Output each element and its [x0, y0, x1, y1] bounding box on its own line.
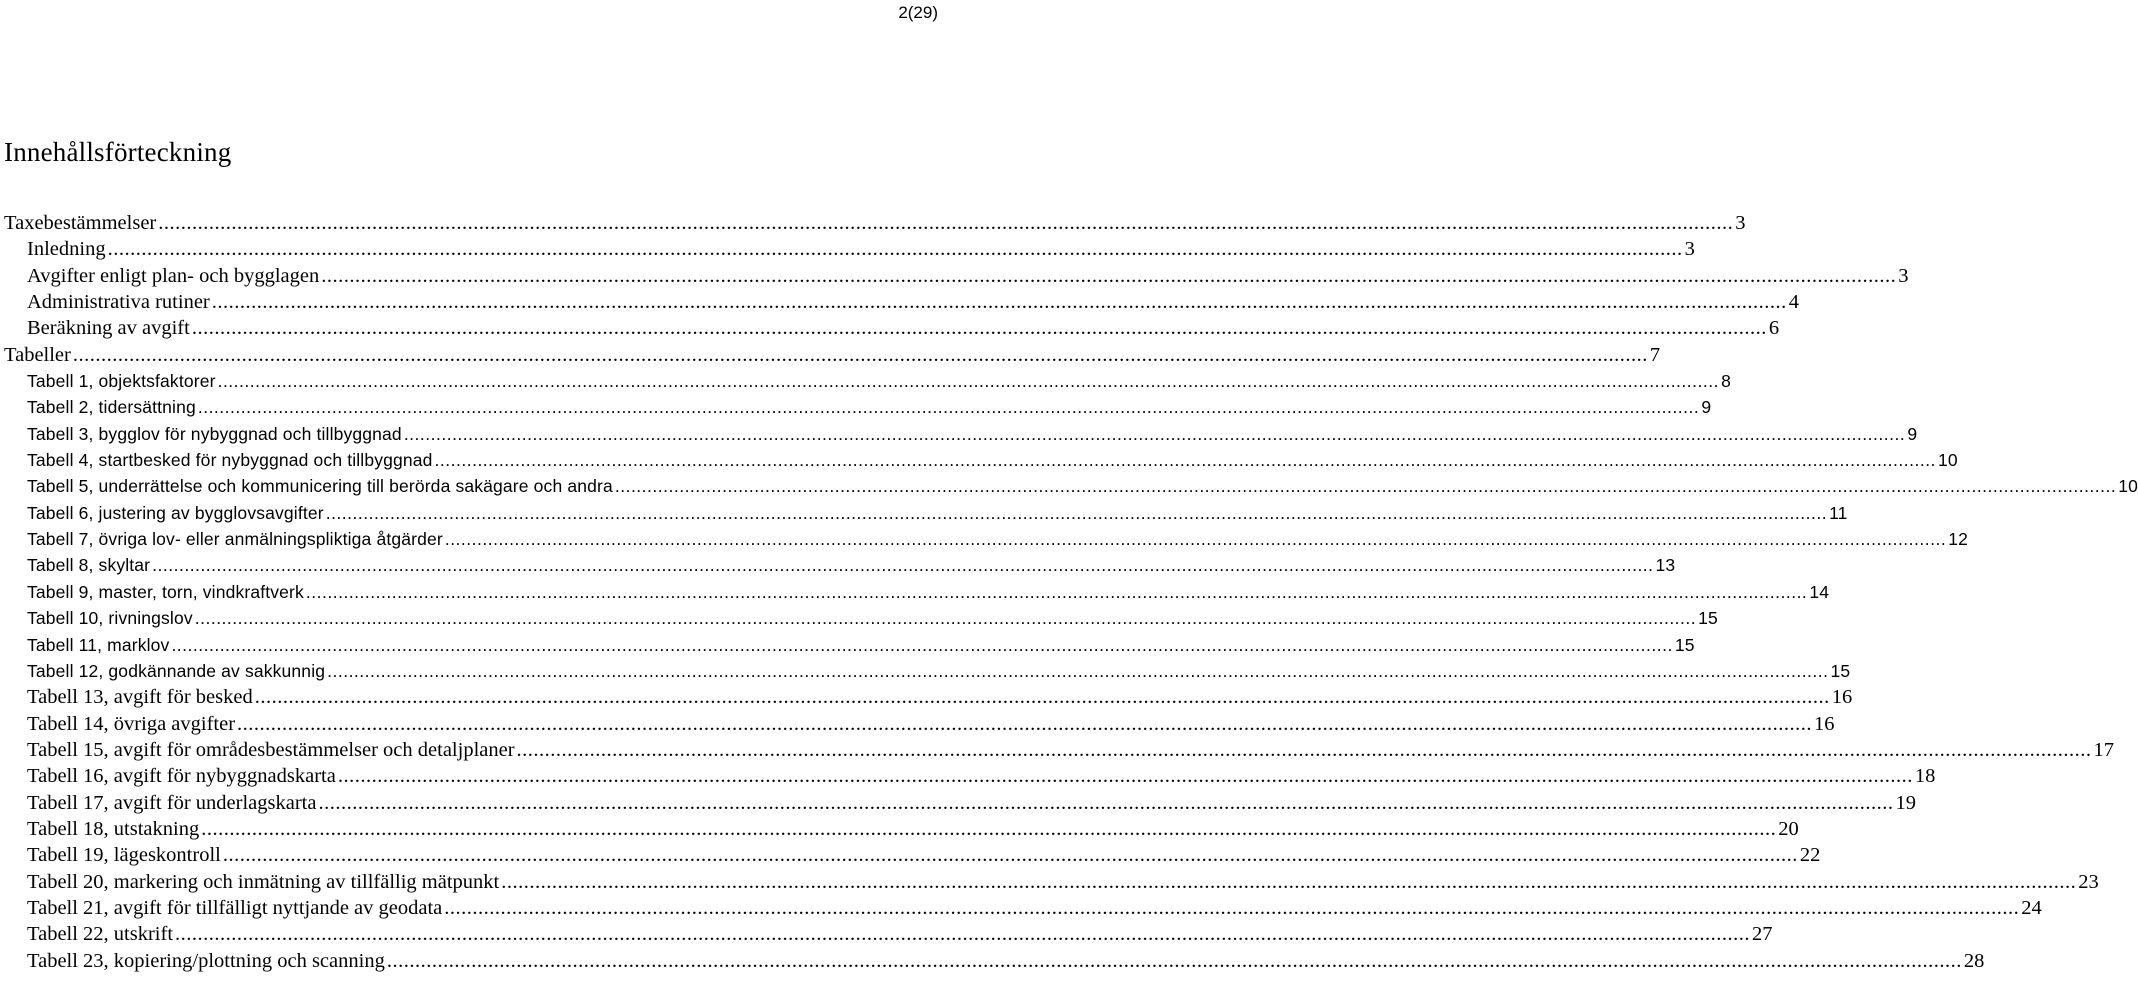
dot-leader — [198, 394, 1699, 420]
dot-leader — [212, 289, 1787, 315]
toc-entry-tabell-1[interactable] — [4, 368, 1731, 394]
toc-entry-tabell-21[interactable] — [4, 895, 2042, 921]
toc-entry-label: Tabell 20, markering och inmätning av tillfällig mätpunkt — [27, 870, 500, 893]
toc-entry-tabell-22[interactable] — [4, 921, 1773, 947]
toc-entry-avgifter-enligt-pbl[interactable] — [4, 263, 1909, 289]
toc-entry-page: 13 — [1655, 555, 1676, 576]
toc-entry-page: 28 — [1963, 949, 1985, 972]
dot-leader — [73, 342, 1648, 368]
toc-entry-label: Taxebestämmelser — [4, 212, 157, 234]
dot-leader — [192, 315, 1767, 341]
toc-entry-tabell-14[interactable] — [4, 711, 1835, 737]
toc-entry-label: Tabell 21, avgift för tillfälligt nyttjande av geodata — [27, 896, 443, 919]
toc-entry-tabell-13[interactable] — [4, 684, 1853, 710]
toc-entry-tabell-8[interactable] — [4, 552, 1676, 578]
dot-leader — [444, 895, 2019, 921]
toc-entry-label: Tabell 16, avgift för nybyggnadskarta — [27, 765, 336, 788]
toc-entry-tabell-16[interactable] — [4, 763, 1936, 789]
toc-entry-page: 3 — [1684, 238, 1695, 261]
toc-entry-administrativa-rutiner[interactable] — [4, 289, 1799, 315]
toc-entry-berakning-av-avgift[interactable] — [4, 315, 1780, 341]
dot-leader — [108, 236, 1683, 262]
toc-entry-tabell-7[interactable] — [4, 526, 1968, 552]
toc-entry-label: Tabell 8, skyltar — [27, 555, 151, 576]
toc-entry-label: Administrativa rutiner — [27, 291, 210, 314]
toc-entry-label: Tabell 19, lägeskontroll — [27, 844, 221, 867]
toc-entry-label: Inledning — [27, 238, 106, 261]
toc-entry-page: 10 — [1937, 450, 1958, 471]
dot-leader — [152, 552, 1653, 578]
toc-entry-taxebestammelser[interactable] — [4, 210, 1746, 236]
dot-leader — [404, 421, 1905, 447]
toc-entry-page: 3 — [1898, 264, 1909, 287]
dot-leader — [501, 869, 2076, 895]
toc-entry-page: 9 — [1907, 423, 1918, 444]
toc-entry-tabell-20[interactable] — [4, 869, 2099, 895]
dot-leader — [158, 210, 1733, 236]
dot-leader — [517, 737, 2092, 763]
toc-entry-label: Beräkning av avgift — [27, 317, 190, 340]
table-of-contents — [4, 210, 2138, 974]
toc-entry-label: Tabell 22, utskrift — [27, 923, 174, 946]
dot-leader — [326, 500, 1827, 526]
toc-entry-page: 27 — [1752, 923, 1773, 946]
toc-entry-label: Tabeller — [4, 343, 71, 366]
toc-entry-label: Tabell 6, justering av bygglovsavgifter — [27, 502, 324, 523]
toc-entry-label: Tabell 2, tidersättning — [27, 397, 196, 418]
toc-entry-tabell-19[interactable] — [4, 842, 1821, 868]
dot-leader — [321, 263, 1896, 289]
toc-entry-page: 7 — [1649, 343, 1661, 366]
toc-entry-label: Tabell 12, godkännande av sakkunnig — [27, 660, 326, 681]
toc-entry-page: 10 — [2118, 476, 2138, 497]
toc-entry-tabell-4[interactable] — [4, 447, 1958, 473]
dot-leader — [218, 368, 1719, 394]
toc-entry-page: 22 — [1799, 844, 1821, 867]
toc-entry-label: Tabell 18, utstakning — [27, 817, 200, 840]
toc-entry-page: 24 — [2021, 896, 2042, 919]
dot-leader — [327, 658, 1828, 684]
toc-entry-tabell-12[interactable] — [4, 658, 1851, 684]
toc-entry-page: 8 — [1721, 371, 1731, 392]
dot-leader — [223, 842, 1798, 868]
toc-entry-tabell-15[interactable] — [4, 737, 2115, 763]
toc-entry-label: Tabell 3, bygglov för nybyggnad och tillbyggnad — [27, 423, 402, 444]
toc-entry-tabell-11[interactable] — [4, 632, 1695, 658]
dot-leader — [615, 473, 2116, 499]
toc-entry-inledning[interactable] — [4, 236, 1695, 262]
toc-entry-tabell-2[interactable] — [4, 394, 1712, 420]
dot-leader — [435, 447, 1936, 473]
toc-entry-label: Tabell 1, objektsfaktorer — [27, 371, 216, 392]
toc-entry-label: Tabell 15, avgift för områdesbestämmelser och detaljplaner — [27, 738, 515, 761]
toc-entry-page: 3 — [1735, 212, 1746, 234]
toc-entry-page: 23 — [2078, 870, 2099, 893]
dot-leader — [338, 763, 1913, 789]
toc-entry-page: 9 — [1701, 397, 1712, 418]
toc-entry-label: Tabell 14, övriga avgifter — [27, 712, 236, 735]
dot-leader — [201, 816, 1776, 842]
toc-entry-label: Tabell 9, master, torn, vindkraftverk — [27, 581, 304, 602]
toc-entry-tabeller[interactable] — [4, 342, 1661, 368]
toc-entry-label: Tabell 4, startbesked för nybyggnad och tillbyggnad — [27, 450, 433, 471]
toc-entry-page: 19 — [1895, 791, 1916, 814]
toc-entry-tabell-3[interactable] — [4, 421, 1918, 447]
page-number: 2(29) — [898, 3, 938, 22]
dot-leader — [306, 579, 1807, 605]
toc-entry-page: 15 — [1698, 608, 1718, 629]
toc-entry-page: 16 — [1814, 712, 1835, 735]
dot-leader — [195, 605, 1696, 631]
toc-entry-tabell-6[interactable] — [4, 500, 1848, 526]
toc-entry-page: 17 — [2093, 738, 2115, 761]
toc-entry-tabell-10[interactable] — [4, 605, 1718, 631]
toc-entry-tabell-23[interactable] — [4, 948, 1985, 974]
toc-entry-label: Tabell 10, rivningslov — [27, 608, 193, 629]
toc-entry-label: Tabell 13, avgift för besked — [27, 686, 253, 709]
toc-entry-page: 16 — [1831, 686, 1853, 709]
dot-leader — [318, 790, 1893, 816]
toc-entry-page: 14 — [1809, 581, 1830, 602]
dot-leader — [175, 921, 1750, 947]
toc-entry-page: 6 — [1768, 317, 1780, 340]
toc-entry-label: Tabell 7, övriga lov- eller anmälningspliktiga åtgärder — [27, 529, 443, 550]
dot-leader — [387, 948, 1962, 974]
toc-entry-tabell-5[interactable] — [4, 473, 2138, 499]
toc-entry-page: 20 — [1778, 817, 1799, 840]
toc-entry-page: 18 — [1914, 765, 1936, 788]
toc-entry-page: 12 — [1948, 529, 1968, 550]
toc-entry-tabell-9[interactable] — [4, 579, 1830, 605]
toc-entry-tabell-18[interactable] — [4, 816, 1799, 842]
toc-entry-label: Tabell 17, avgift för underlagskarta — [27, 791, 317, 814]
toc-title: Innehållsförteckning — [4, 137, 232, 167]
toc-entry-page: 11 — [1829, 502, 1848, 523]
toc-entry-page: 4 — [1788, 291, 1799, 314]
dot-leader — [445, 526, 1946, 552]
toc-entry-label: Tabell 23, kopiering/plottning och scanning — [27, 949, 385, 972]
toc-entry-page: 15 — [1830, 660, 1851, 681]
dot-leader — [171, 632, 1672, 658]
toc-entry-label: Tabell 5, underrättelse och kommunicering till berörda sakägare och andra — [27, 476, 613, 497]
toc-entry-page: 15 — [1674, 634, 1695, 655]
toc-entry-label: Tabell 11, marklov — [27, 634, 170, 655]
dot-leader — [237, 711, 1812, 737]
dot-leader — [255, 684, 1830, 710]
toc-entry-label: Avgifter enligt plan- och bygglagen — [27, 264, 320, 287]
toc-entry-tabell-17[interactable] — [4, 790, 1916, 816]
